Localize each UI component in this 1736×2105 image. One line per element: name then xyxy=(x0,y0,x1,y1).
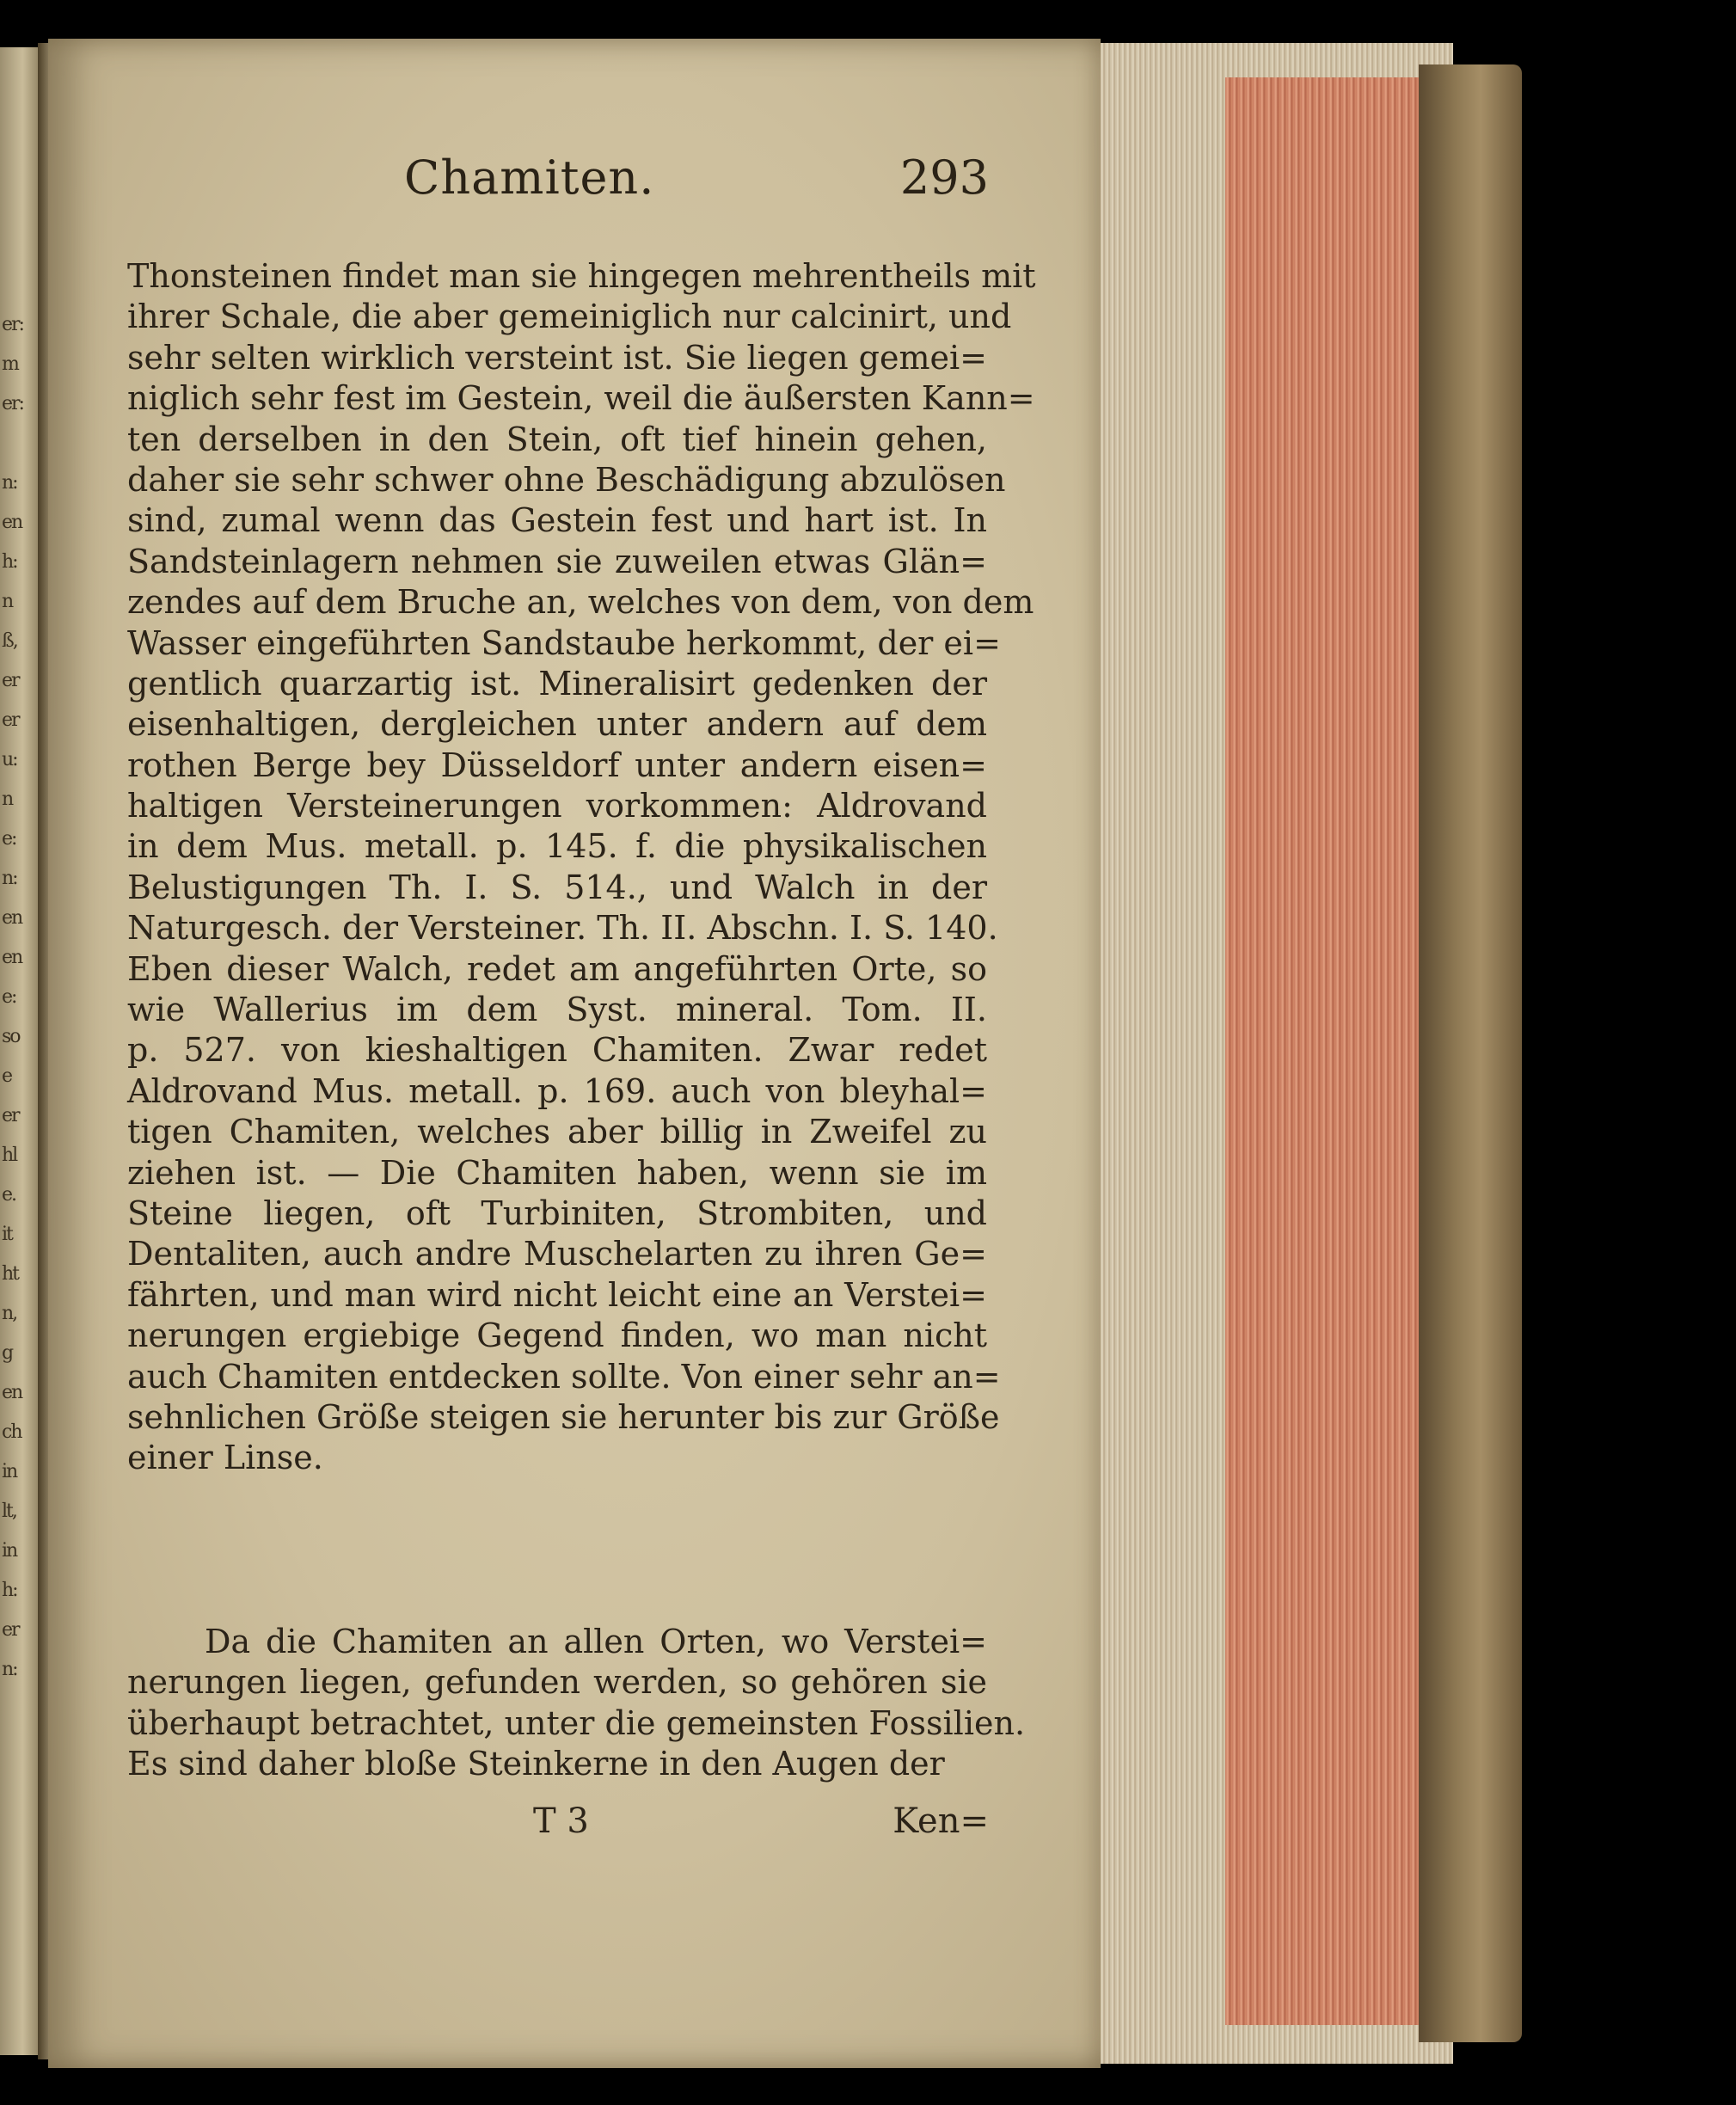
left-fragment: h: xyxy=(2,551,17,573)
left-fragment: h: xyxy=(2,1580,17,1601)
left-fragment: n, xyxy=(2,1303,17,1324)
left-fragment: g xyxy=(2,1342,13,1364)
left-fragment: n: xyxy=(2,1659,17,1680)
signature-mark: T 3 xyxy=(533,1801,589,1841)
left-fragment: en xyxy=(2,907,22,929)
text-line: Dentaliten, auch andre Muschelarten zu ihren Ge= xyxy=(127,1235,987,1273)
text-line: Aldrovand Mus. metall. p. 169. auch von bleyhal= xyxy=(127,1071,987,1110)
text-line: eisenhaltigen, dergleichen unter andern auf dem xyxy=(127,705,987,744)
left-fragment: m xyxy=(2,353,18,375)
text-line: tigen Chamiten, welches aber billig in Zweifel zu xyxy=(127,1113,987,1151)
left-fragment: e: xyxy=(2,828,16,850)
text-line: daher sie sehr schwer ohne Beschädigung abzulösen xyxy=(127,460,1006,499)
left-fragment: ht xyxy=(2,1263,19,1285)
left-fragment: er xyxy=(2,709,19,731)
text-line: Thonsteinen findet man sie hingegen mehrentheils mit xyxy=(127,257,1036,295)
running-title: Chamiten. xyxy=(404,150,655,205)
left-fragment: u: xyxy=(2,749,17,770)
left-fragment xyxy=(2,424,40,463)
left-fragment: en xyxy=(2,1382,22,1403)
red-page-edges xyxy=(1225,77,1419,2025)
page-footer xyxy=(129,1801,989,1853)
text-line: haltigen Versteinerungen vorkommen: Aldrovand xyxy=(127,787,987,825)
text-line: sehnlichen Größe steigen sie herunter bis zur Größe xyxy=(127,1397,1000,1436)
text-line: ihrer Schale, die aber gemeiniglich nur calcinirt, und xyxy=(127,298,1012,336)
left-fragment: er xyxy=(2,1619,19,1641)
left-fragment: lt, xyxy=(2,1501,16,1522)
left-fragment: e. xyxy=(2,1184,16,1206)
running-header xyxy=(129,150,989,219)
text-line: sind, zumal wenn das Gestein fest und hart ist. In xyxy=(127,501,987,540)
text-line: auch Chamiten entdecken sollte. Von einer sehr an= xyxy=(127,1357,1001,1396)
left-fragment: en xyxy=(2,512,22,533)
page-number: 293 xyxy=(899,150,989,205)
left-page-edge xyxy=(0,47,41,2055)
left-fragment: n: xyxy=(2,472,17,494)
left-fragment: e xyxy=(2,1065,12,1087)
left-fragment: n: xyxy=(2,868,17,889)
text-line: nerungen ergiebige Gegend finden, wo man nicht xyxy=(127,1316,987,1355)
text-line: Sandsteinlagern nehmen sie zuweilen etwas Glän= xyxy=(127,542,987,580)
text-line: Eben dieser Walch, redet am angeführten Orte, so xyxy=(127,949,987,988)
text-line: niglich sehr fest im Gestein, weil die äußersten Kann= xyxy=(127,379,1035,418)
left-fragment: en xyxy=(2,947,22,968)
left-fragment: er xyxy=(2,670,19,691)
paragraph-1 xyxy=(127,256,1036,1479)
text-line: p. 527. von kieshaltigen Chamiten. Zwar redet xyxy=(127,1031,987,1070)
text-line: Da die Chamiten an allen Orten, wo Verstei= xyxy=(205,1623,987,1660)
catchword: Ken= xyxy=(893,1801,989,1841)
left-fragment: ß, xyxy=(2,630,17,652)
left-fragment: n xyxy=(2,591,13,612)
left-fragment: ch xyxy=(2,1421,21,1443)
left-fragment: er: xyxy=(2,393,23,414)
left-fragment: e: xyxy=(2,986,16,1008)
text-line: Wasser eingeführten Sandstaube herkommt, der ei= xyxy=(127,623,1001,662)
text-line: Es sind daher bloße Steinkerne in den Augen der xyxy=(127,1745,945,1783)
text-line: gentlich quarzartig ist. Mineralisirt gedenken der xyxy=(127,664,987,703)
left-fragment: hl xyxy=(2,1145,17,1166)
text-line: Naturgesch. der Versteiner. Th. II. Abschn. I. S. 140. xyxy=(127,909,998,948)
text-line: rothen Berge bey Düsseldorf unter andern eisen= xyxy=(127,746,987,784)
left-fragment: so xyxy=(2,1026,20,1047)
text-line: Belustigungen Th. I. S. 514., und Walch in der xyxy=(127,868,987,906)
left-fragment: in xyxy=(2,1540,17,1562)
text-line: überhaupt betrachtet, unter die gemeinsten Fossilien. xyxy=(127,1703,1026,1742)
left-fragment: n xyxy=(2,789,13,810)
text-line: einer Linse. xyxy=(127,1439,323,1477)
text-line: zendes auf dem Bruche an, welches von dem, von dem xyxy=(127,583,1034,622)
paragraph-2 xyxy=(127,1622,1026,1785)
left-page-text-fragments xyxy=(2,305,40,1690)
left-fragment: it xyxy=(2,1224,12,1245)
text-line: ten derselben in den Stein, oft tief hinein gehen, xyxy=(127,420,987,458)
text-line: in dem Mus. metall. p. 145. f. die physikalischen xyxy=(127,827,987,866)
left-fragment: er: xyxy=(2,314,23,335)
text-line: sehr selten wirklich versteint ist. Sie liegen gemei= xyxy=(127,338,987,377)
left-fragment: er xyxy=(2,1105,19,1126)
text-line: ziehen ist. — Die Chamiten haben, wenn sie im xyxy=(127,1153,987,1192)
text-line: nerungen liegen, gefunden werden, so gehören sie xyxy=(127,1663,987,1702)
text-line: fährten, und man wird nicht leicht eine an Verstei= xyxy=(127,1275,987,1314)
text-line: wie Wallerius im dem Syst. mineral. Tom. II. xyxy=(127,991,987,1029)
left-fragment: in xyxy=(2,1461,17,1482)
book-cover-edge xyxy=(1419,64,1522,2042)
text-line: Steine liegen, oft Turbiniten, Strombiten, und xyxy=(127,1194,987,1232)
